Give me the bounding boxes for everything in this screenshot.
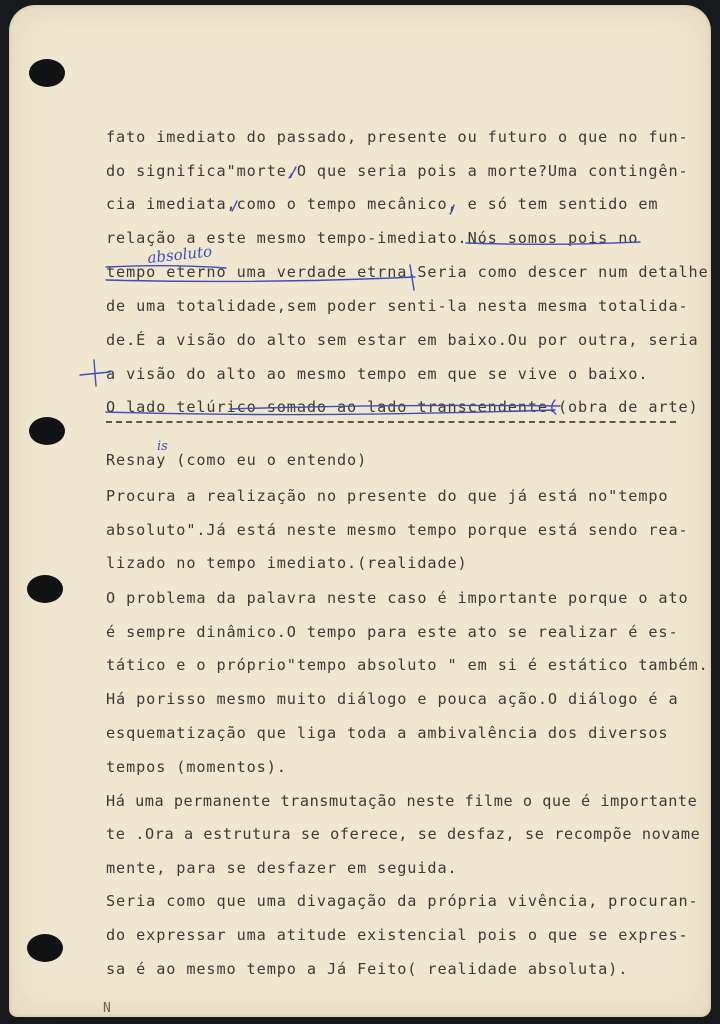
underline-telurico-2	[230, 405, 560, 409]
text-line-15: é sempre dinâmico.O tempo para este ato se realizar é es-	[106, 623, 679, 641]
text-line-4: relação a este mesmo tempo-imediato.Nós somos pois no	[106, 229, 639, 247]
text-line-24: do expressar uma atitude existencial pois o que se expres-	[106, 926, 689, 944]
comma-mark-2	[232, 201, 237, 211]
text-line-22: mente, para se desfazer em seguida.	[106, 859, 458, 877]
text-line-16: tático e o próprio"tempo absoluto " em si é estático também.	[106, 656, 709, 674]
correction-resnay: is	[157, 439, 168, 454]
strike-tempo-eterno	[106, 266, 226, 268]
text-line-25: sa é ao mesmo tempo a Já Feito( realidade absoluta).	[106, 960, 629, 978]
comma-mark-3	[450, 205, 454, 214]
text-line-3: cia imediata,como o tempo mecânico, e só tem sentido em	[106, 195, 659, 213]
text-line-8: a visão do alto ao mesmo tempo em que se vive o baixo.	[106, 365, 649, 383]
text-line-12: absoluto".Já está neste mesmo tempo porque está sendo rea-	[106, 521, 689, 539]
text-line-23: Seria como que uma divagação da própria vivência, procuran-	[106, 892, 699, 910]
text-line-19: tempos (momentos).	[106, 758, 287, 776]
text-line-14: O problema da palavra neste caso é importante porque o ato	[106, 589, 689, 607]
margin-cross-v	[94, 360, 96, 386]
bracket-obra	[552, 400, 556, 414]
underline-nos-somos	[466, 242, 640, 244]
text-line-17: Há porisso mesmo muito diálogo e pouca ação.O diálogo é a	[106, 690, 679, 708]
text-line-5: tempo eterno uma verdade etrna.Seria como descer num detalhe	[106, 263, 709, 281]
underline-telurico-1	[106, 410, 555, 415]
text-line-11: Procura a realização no presente do que já está no"tempo	[106, 487, 669, 505]
footer-mark: N	[103, 1001, 111, 1016]
text-line-2: do significa"morte,O que seria pois a morte?Uma contingên-	[106, 162, 689, 180]
text-line-21: te .Ora a estrutura se oferece, se desfaz, se recompõe novame	[106, 825, 701, 843]
text-line-7: de.É a visão do alto sem estar em baixo.Ou por outra, seria	[106, 331, 699, 349]
text-line-10: Resnay (como eu o entendo)	[106, 451, 368, 469]
text-line-1: fato imediato do passado, presente ou futuro o que no fun-	[106, 128, 689, 146]
underline-verdade	[106, 277, 415, 281]
margin-note-absoluto: absoluto	[146, 242, 213, 267]
text-line-13: lizado no tempo imediato.(realidade)	[106, 554, 468, 572]
text-line-20: Há uma permanente transmutação neste filme o que é importante	[106, 792, 698, 810]
text-line-9: O lado telúrico somado ao lado transcendente.(obra de arte)	[106, 398, 699, 416]
text-line-18: esquematização que liga toda a ambivalência dos diversos	[106, 724, 669, 742]
comma-mark-1	[289, 167, 296, 178]
text-line-6: de uma totalidade,sem poder senti-la nesta mesma totalida-	[106, 297, 689, 315]
